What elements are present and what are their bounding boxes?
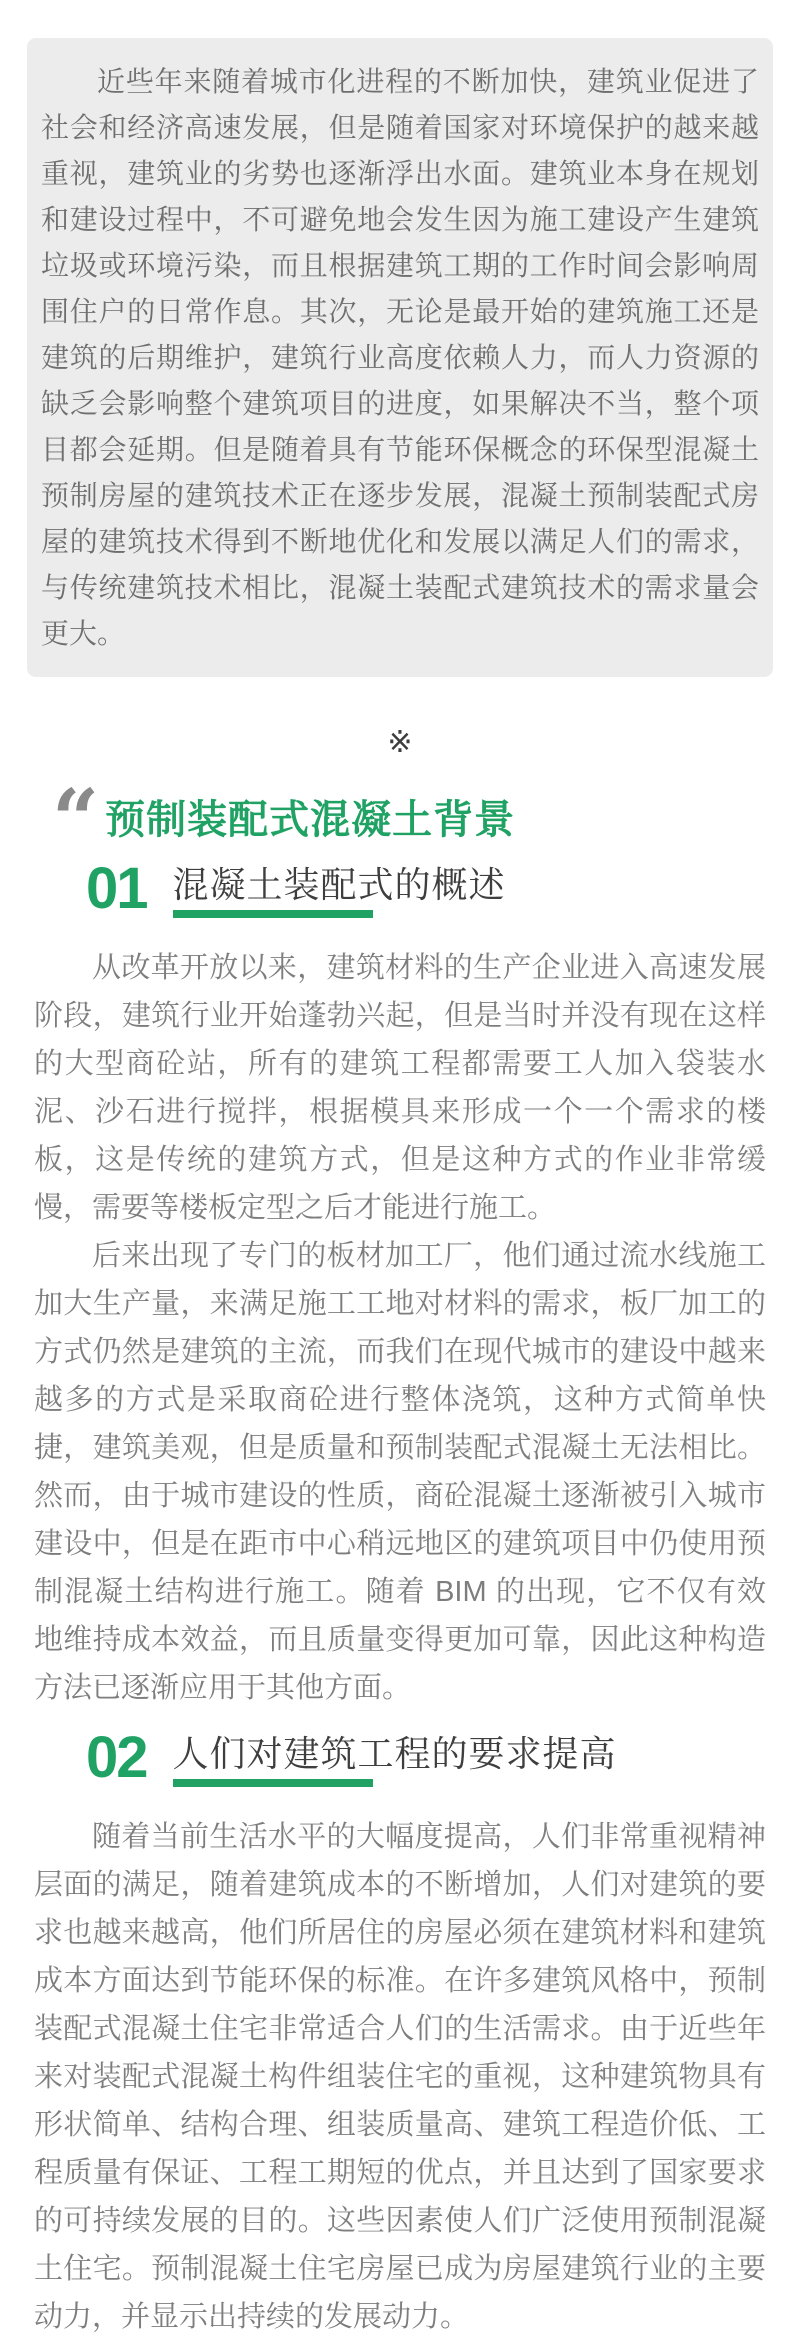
section-title: 混凝土装配式的概述	[172, 864, 506, 905]
section-number: 01	[86, 856, 147, 921]
section-2-body	[0, 1813, 800, 2341]
title-underline	[173, 1779, 373, 1787]
section-2-header	[86, 1725, 800, 1790]
section-title: 人们对建筑工程的要求提高	[172, 1733, 617, 1774]
body-paragraph: 随着当前生活水平的大幅度提高，人们非常重视精神层面的满足，随着建筑成本的不断增加，人们对建筑的要求也越来越高，他们所居住的房屋必须在建筑材料和建筑成本方面达到节能环保的标准。在许多建筑风格中，预制装配式混凝土住宅非常适合人们的生活需求。由于近些年来对装配式混凝土构件组装住宅的重视，这种建筑物具有形状简单、结构合理、组装质量高、建筑工程造价低、工程质量有保证、工程工期短的优点，并且达到了国家要求的可持续发展的目的。这些因素使人们广泛使用预制混凝土住宅。预制混凝土住宅房屋已成为房屋建筑行业的主要动力，并显示出持续的发展动力。	[34, 1821, 766, 2333]
intro-paragraph: 近些年来随着城市化进程的不断加快，建筑业促进了社会和经济高速发展，但是随着国家对环境保护的越来越重视，建筑业的劣势也逐渐浮出水面。建筑业本身在规划和建设过程中，不可避免地会发生因为施工建设产生建筑垃圾或环境污染，而且根据建筑工期的工作时间会影响周围住户的日常作息。其次，无论是最开始的建筑施工还是建筑的后期维护，建筑行业高度依赖人力，而人力资源的缺乏会影响整个建筑项目的进度，如果解决不当，整个项目都会延期。但是随着具有节能环保概念的环保型混凝土预制房屋的建筑技术正在逐步发展，混凝土预制装配式房屋的建筑技术得到不断地优化和发展以满足人们的需求，与传统建筑技术相比，混凝土装配式建筑技术的需求量会更大。	[41, 66, 759, 649]
chapter-heading	[52, 772, 800, 868]
body-paragraph: 后来出现了专门的板材加工厂，他们通过流水线施工加大生产量，来满足施工工地对材料的需求，板厂加工的方式仍然是建筑的主流，而我们在现代城市的建设中越来越多的方式是采取商砼进行整体浇筑，这种方式简单快捷，建筑美观，但是质量和预制装配式混凝土无法相比。然而，由于城市建设的性质，商砼混凝土逐渐被引入城市建设中，但是在距市中心稍远地区的建筑项目中仍使用预制混凝土结构进行施工。随着 BIM 的出现，它不仅有效地维持成本效益，而且质量变得更加可靠，因此这种构造方法已逐渐应用于其他方面。	[34, 1240, 766, 1704]
intro-highlight-box	[27, 38, 773, 677]
quote-mark-icon: “	[52, 772, 100, 868]
section-1-header	[86, 856, 800, 921]
section-number: 02	[86, 1725, 147, 1790]
body-paragraph: 从改革开放以来，建筑材料的生产企业进入高速发展阶段，建筑行业开始蓬勃兴起，但是当时并没有现在这样的大型商砼站，所有的建筑工程都需要工人加入袋装水泥、沙石进行搅拌，根据模具来形成一个一个需求的楼板，这是传统的建筑方式，但是这种方式的作业非常缓慢，需要等楼板定型之后才能进行施工。	[34, 952, 766, 1224]
section-title-wrap	[173, 1732, 617, 1787]
section-title-wrap	[173, 863, 506, 918]
section-divider-symbol: ※	[387, 726, 413, 759]
title-underline	[173, 910, 373, 918]
chapter-title: 预制装配式混凝土背景	[105, 798, 516, 842]
section-1-body	[0, 944, 800, 1712]
